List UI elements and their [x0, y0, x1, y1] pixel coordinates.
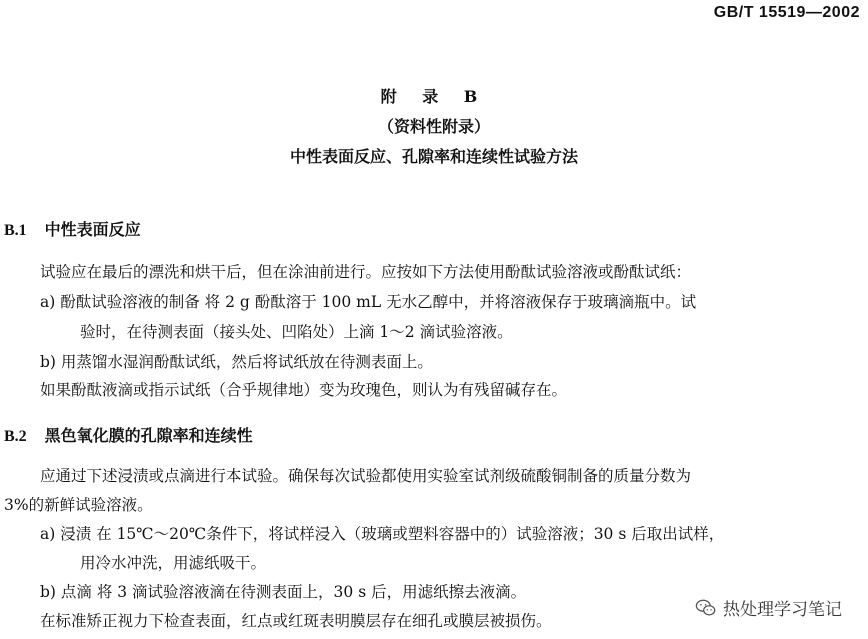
section-heading-b1 — [4, 217, 141, 240]
appendix-title: 附 录 B — [380, 87, 488, 106]
list-item-a: a) 浸渍 在 15℃～20℃条件下，将试样浸入（玻璃或塑料容器中的）试验溶液；30 s 后取出试样， — [40, 525, 725, 543]
watermark-text: 热处理学习笔记 — [723, 600, 842, 620]
list-item-b: b) 用蒸馏水湿润酚酞试纸，然后将试纸放在待测表面上。 — [40, 353, 433, 371]
paragraph-line: 如果酚酞液滴或指示试纸（合乎规律地）变为玫瑰色，则认为有残留碱存在。 — [40, 381, 568, 399]
paragraph-line-continued: 3%的新鲜试验溶液。 — [4, 496, 153, 514]
section-title: 中性表面反应 — [44, 220, 141, 239]
section-number: B.2 — [4, 428, 27, 445]
list-item-a: a) 酚酞试验溶液的制备 将 2 g 酚酞溶于 100 mL 无水乙醇中，并将溶液保存于玻璃滴瓶中。试 — [40, 293, 697, 311]
standard-code: GB/T 15519—2002 — [713, 4, 860, 21]
paragraph-line: 应通过下述浸渍或点滴进行本试验。确保每次试验都使用实验室试剂级硫酸铜制备的质量分数为 — [40, 467, 692, 485]
list-item-a-continued: 验时，在待测表面（接头处、凹陷处）上滴 1～2 滴试验溶液。 — [80, 323, 513, 341]
section-title: 黑色氧化膜的孔隙率和连续性 — [44, 426, 253, 445]
appendix-subtitle: （资料性附录） — [377, 117, 490, 136]
appendix-name: 中性表面反应、孔隙率和连续性试验方法 — [289, 147, 578, 166]
list-item-b: b) 点滴 将 3 滴试验溶液滴在待测表面上，30 s 后，用滤纸擦去液滴。 — [40, 583, 527, 601]
section-heading-b2 — [4, 423, 253, 446]
list-item-a-continued: 用冷水冲洗，用滤纸吸干。 — [80, 554, 267, 572]
paragraph-line: 试验应在最后的漂洗和烘干后，但在涂油前进行。应按如下方法使用酚酞试验溶液或酚酞试纸： — [40, 263, 692, 281]
section-number: B.1 — [4, 222, 27, 239]
watermark — [691, 593, 846, 622]
paragraph-line: 在标准矫正视力下检查表面，红点或红斑表明膜层存在细孔或膜层被损伤。 — [40, 612, 552, 630]
wechat-icon — [695, 597, 717, 619]
